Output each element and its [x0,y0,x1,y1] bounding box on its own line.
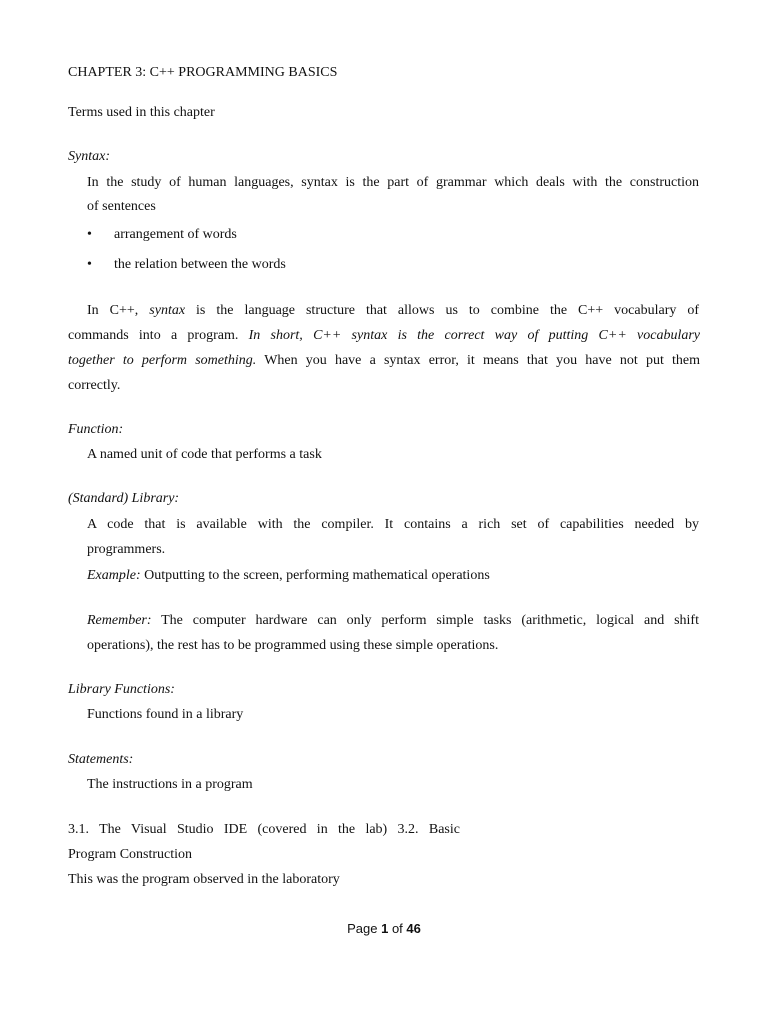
syntax-emphasis: together to perform something. [68,353,257,368]
bullet-item: the relation between the words [114,257,286,272]
text-span: commands into a program. [68,328,239,343]
remember-line2: operations), the rest has to be programmed using these simple operations. [87,638,499,653]
remember-line1 [87,612,699,630]
section-body: This was the program observed in the laboratory [68,872,340,887]
syntax-heading: Syntax: [68,149,110,164]
example-label: Example: [87,568,141,583]
function-definition: A named unit of code that performs a task [87,447,322,462]
function-heading: Function: [68,422,124,437]
syntax-para-line2 [68,327,700,345]
syntax-definition-line2: of sentences [87,199,156,214]
remember-text: The computer hardware can only perform simple tasks (arithmetic, logical and shift [161,613,699,628]
example-text: Outputting to the screen, performing mathematical operations [144,568,490,583]
page-number: 1 [381,921,389,936]
library-heading: (Standard) Library: [68,491,180,506]
syntax-para-line1 [87,302,699,320]
bullet-marker: • [87,257,92,272]
syntax-emphasis: In short, C++ syntax is the correct way of putting C++ vocabulary [248,328,701,343]
syntax-para-line4: correctly. [68,378,121,393]
bullet-item: arrangement of words [114,227,237,242]
syntax-definition-line1: In the study of human languages, syntax is the part of grammar which deals with the construction [87,175,699,190]
library-functions-definition: Functions found in a library [87,707,244,722]
bullet-marker: • [87,227,92,242]
text-span: In C++, [87,303,139,318]
library-definition-line2: programmers. [87,542,166,557]
chapter-title: CHAPTER 3: C++ PROGRAMMING BASICS [68,65,338,80]
syntax-para-line3 [68,352,700,370]
library-functions-heading: Library Functions: [68,682,175,697]
library-example [87,567,490,585]
statements-heading: Statements: [68,752,134,767]
syntax-term: syntax [149,303,186,318]
section-heading-line1: 3.1. The Visual Studio IDE (covered in the lab) 3.2. Basic [68,822,460,837]
text-span: is the language structure that allows us to combine the C++ vocabulary of [196,303,700,318]
terms-intro: Terms used in this chapter [68,105,215,120]
remember-label: Remember: [87,613,152,628]
total-pages: 46 [406,921,421,936]
library-definition-line1: A code that is available with the compiler. It contains a rich set of capabilities needed by [87,517,699,532]
page-word: Page [347,921,378,936]
statements-definition: The instructions in a program [87,777,253,792]
page-footer [0,920,768,938]
of-word: of [391,921,403,936]
section-heading-line2: Program Construction [68,847,193,862]
text-span: When you have a syntax error, it means that you have not put them [264,353,701,368]
